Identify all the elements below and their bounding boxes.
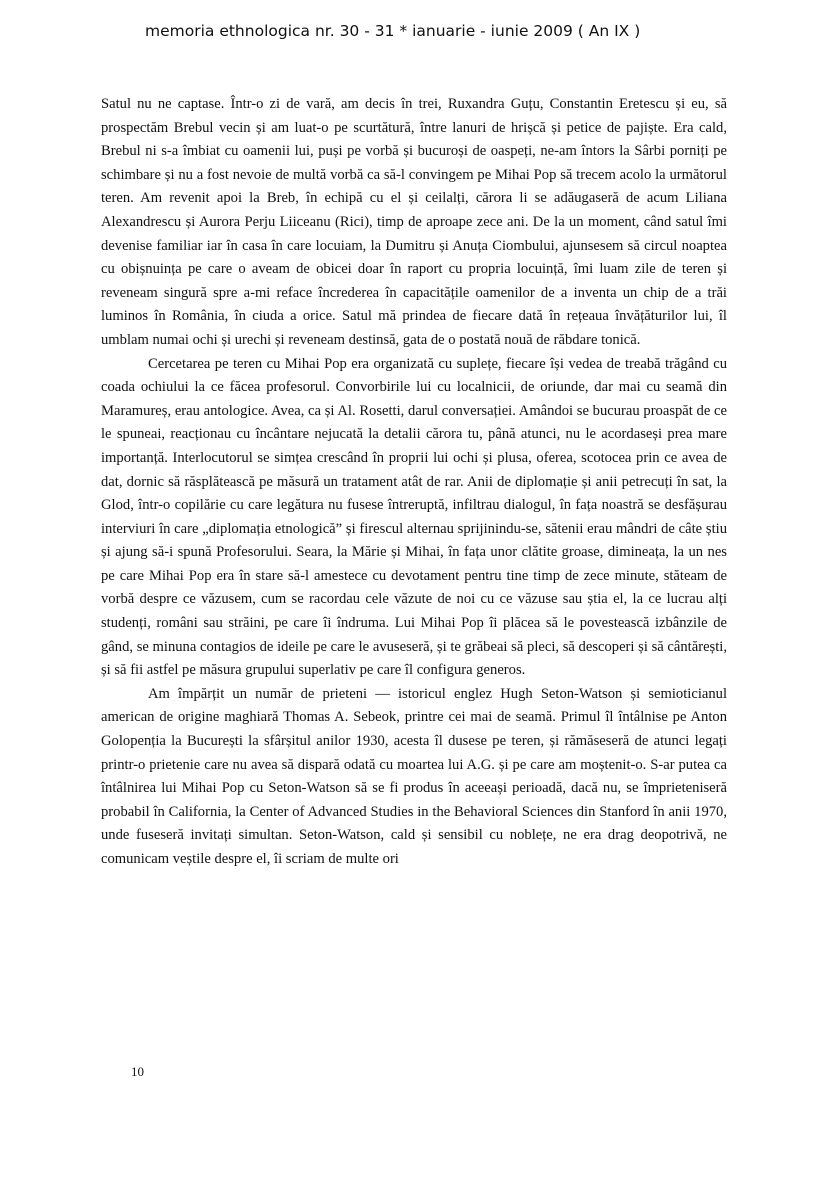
paragraph-friends: Am împărțit un număr de prieteni — istoricul englez Hugh Seton-Watson și semioticianul american de origine maghiară Thomas A. Sebeok, printre cei mai de seamă. Primul îl întâlnise pe Anton Golopenția la București la sfârșitul anilor 1930, acesta îl dusese pe teren, și rămăseseră de atunci legați printr-o prietenie care nu avea să dispară odată cu moartea lui A.G. și pe care am moștenit-o. S-ar putea ca întâlnirea lui Mihai Pop cu Seton-Watson să se fi produs în aceeași perioadă, dacă nu, se împrieteniseră probabil în California, la Center of Advanced Studies in the Behavioral Sciences din Stanford în anii 1970, unde fuseseră invitați simultan. Seton-Watson, cald și sensibil cu noblețe, ne era drag deopotrivă, ne comunicam veștile despre el, îi scriam de multe ori xyxy=(101,685,727,867)
running-header: memoria ethnologica nr. 30 - 31 * ianuarie - iunie 2009 ( An IX ) xyxy=(145,22,641,40)
body-text xyxy=(101,93,727,872)
paragraph-fieldwork: Cercetarea pe teren cu Mihai Pop era organizată cu suplețe, fiecare își vedea de treabă trăgând cu coada ochiului la ce făcea profesorul. Convorbirile lui cu localnicii, de oriunde, dar mai cu seamă din Maramureș, erau antologice. Avea, ca și Al. Rosetti, darul conversației. Amândoi se bucurau proaspăt de ce le spuneai, reacționau cu încântare nejucată la detalii cărora tu, până atunci, nu le acordaseși prea mare importanță. Interlocutorul se simțea crescând în proprii lui ochi și plusa, oferea, scotocea prin ce avea de dat, dornic să răsplătească pe măsură un tratament atât de rar. Anii de diplomație și anii petrecuți în sat, la Glod, într-o copilărie cu care legătura nu fusese întreruptă, infiltrau dialogul, în fața noastră se desfășurau interviuri în care „diplomația etnologică” și firescul alternau sprijinindu-se, sătenii erau mândri de câte știu și ajung să-i spună Profesorului. Seara, la Mărie și Mihai, în fața unor clătite groase, dimineața, la un nes pe care Mihai Pop era în stare să-l amestece cu devotament pentru tine timp de zece minute, stăteam de vorbă despre ce văzusem, cum se racordau cele văzute de noi cu ce văzuse sau știa el, la ce lucrau alți studenți, români sau străini, pe care îi îndruma. Lui Mihai Pop îi plăcea să le povestească izbânzile de gând, se minuna contagios de ideile pe care le avuseseră, și te grăbeai să pleci, să descoperi și să cântărești, și să fii astfel pe măsura grupului superlativ pe care îl configura generos. xyxy=(101,355,727,679)
page-number: 10 xyxy=(131,1064,144,1079)
paragraph-breb: Satul nu ne captase. Într-o zi de vară, am decis în trei, Ruxandra Guțu, Constantin Eretescu și eu, să prospectăm Brebul vecin și am luat-o pe scurtătură, între lanuri de hrișcă și petice de pajiște. Era cald, Brebul ni s-a îmbiat cu oamenii lui, puși pe vorbă și bucuroși de oaspeți, ne-am întors la Sârbi porniți pe schimbare și nu a fost nevoie de multă vorbă ca să-l convingem pe Mihai Pop să trecem acolo la următorul teren. Am revenit apoi la Breb, în echipă cu el și ceilalți, cărora li se adăugaseră de acum Liliana Alexandrescu și Aurora Perju Liiceanu (Rici), timp de aproape zece ani. De la un moment, când satul îmi devenise familiar iar în casa în care locuiam, la Dumitru și Anuța Ciombului, ajunsesem să circul noaptea cu obișnuința pe care o aveam de obicei doar în raport cu propria locuință, îmi luam zile de teren și reveneam singură spre a-mi reface încrederea în capacitățile oamenilor de a inventa un chip de a trăi luminos în România, în ciuda a orice. Satul mă prindea de fiecare dată în rețeaua învățăturilor lui, îl umblam numai ochi și urechi și reveneam destinsă, gata de o postată nouă de răbdare tonică. xyxy=(101,96,727,348)
